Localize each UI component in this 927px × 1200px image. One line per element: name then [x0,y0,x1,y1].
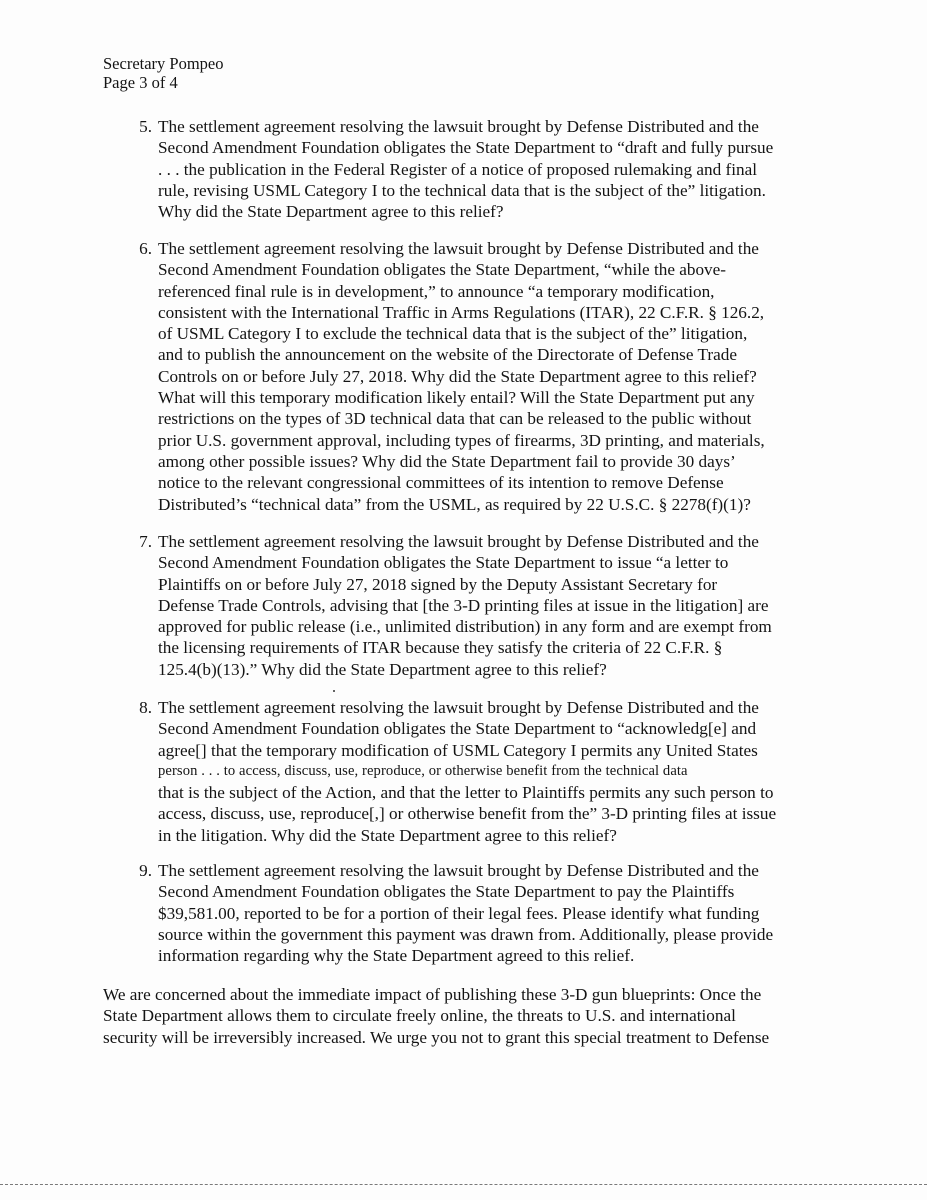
question-number: 5. [139,117,152,136]
text-line: and to publish the announcement on the website of the Directorate of Defense Trade [158,345,737,365]
text-line: of USML Category I to exclude the technical data that is the subject of the” litigation, [158,324,748,344]
scan-artifact [333,690,335,692]
question-text [158,531,818,680]
question-item-9 [139,860,818,966]
text-line: The settlement agreement resolving the lawsuit brought by Defense Distributed and the [158,239,759,258]
text-line: Second Amendment Foundation obligates the State Department, “while the above- [158,260,727,280]
text-line: What will this temporary modification likely entail? Will the State Department put any [158,388,755,408]
question-item-5 [139,116,818,222]
question-number: 6. [139,239,152,258]
recipient-line: Secretary Pompeo [103,54,224,73]
text-line: The settlement agreement resolving the lawsuit brought by Defense Distributed and the [158,698,759,717]
text-line: 125.4(b)(13).” Why did the State Department agree to this relief? [158,659,607,679]
question-item-6 [139,238,818,515]
text-line: information regarding why the State Department agreed to this relief. [158,946,635,966]
text-line: rule, revising USML Category I to the technical data that is the subject of the” litigation. [158,180,766,200]
text-line: among other possible issues? Why did the State Department fail to provide 30 days’ [158,451,736,471]
text-line: the licensing requirements of ITAR because they satisfy the criteria of 22 C.F.R. § [158,638,723,658]
text-line: notice to the relevant congressional committees of its intention to remove Defense [158,473,724,493]
text-line: $39,581.00, reported to be for a portion of their legal fees. Please identify what funding [158,903,760,923]
text-line: consistent with the International Traffic in Arms Regulations (ITAR), 22 C.F.R. § 126.2, [158,302,765,322]
text-line: Plaintiffs on or before July 27, 2018 signed by the Deputy Assistant Secretary for [158,574,718,594]
question-text [158,116,818,222]
text-line: Defense Trade Controls, advising that [the 3-D printing files at issue in the litigation] are [158,595,769,615]
text-line: in the litigation. Why did the State Department agree to this relief? [158,825,617,845]
text-line: Second Amendment Foundation obligates the State Department to issue “a letter to [158,553,729,573]
text-line: Why did the State Department agree to this relief? [158,202,504,222]
page-number: Page 3 of 4 [103,73,178,92]
text-line: The settlement agreement resolving the lawsuit brought by Defense Distributed and the [158,532,759,551]
text-line: Second Amendment Foundation obligates the State Department to “draft and fully pursue [158,138,774,158]
text-line: Second Amendment Foundation obligates the State Department to “acknowledg[e] and [158,719,757,739]
question-text [158,697,818,846]
question-text [158,238,818,515]
text-line: agree[] that the temporary modification of USML Category I permits any United States [158,740,758,760]
page-header [103,54,224,92]
text-line: referenced final rule is in development,” to announce “a temporary modification, [158,281,715,301]
text-line: Second Amendment Foundation obligates the State Department to pay the Plaintiffs [158,882,735,902]
question-text [158,860,818,966]
text-line: approved for public release (i.e., unlimited distribution) in any form and are exempt from [158,617,772,637]
text-line: access, discuss, use, reproduce[,] or otherwise benefit from the” 3-D printing files at issue [158,804,777,824]
text-line: person . . . to access, discuss, use, reproduce, or otherwise benefit from the technical data [158,762,688,779]
page-bottom-rule [0,1184,927,1185]
text-line: State Department allows them to circulate freely online, the threats to U.S. and international [103,1006,736,1026]
text-line: Distributed’s “technical data” from the USML, as required by 22 U.S.C. § 2278(f)(1)? [158,494,751,514]
text-line: We are concerned about the immediate impact of publishing these 3-D gun blueprints: Once the [103,985,762,1004]
text-line: Controls on or before July 27, 2018. Why did the State Department agree to this relief? [158,366,757,386]
closing-paragraph [103,984,823,1048]
question-item-8 [139,697,818,846]
text-line: security will be irreversibly increased. We urge you not to grant this special treatment to Defense [103,1027,770,1047]
text-line: prior U.S. government approval, including types of firearms, 3D printing, and materials, [158,430,765,450]
question-number: 8. [139,698,152,717]
text-line: The settlement agreement resolving the lawsuit brought by Defense Distributed and the [158,117,759,136]
text-line: . . . the publication in the Federal Register of a notice of proposed rulemaking and final [158,159,758,179]
question-number: 9. [139,861,152,880]
text-line: that is the subject of the Action, and that the letter to Plaintiffs permits any such person to [158,783,774,803]
text-line: source within the government this payment was drawn from. Additionally, please provide [158,924,774,944]
text-line: The settlement agreement resolving the lawsuit brought by Defense Distributed and the [158,861,759,880]
question-item-7 [139,531,818,680]
question-number: 7. [139,532,152,551]
text-line: restrictions on the types of 3D technical data that can be released to the public without [158,409,752,429]
